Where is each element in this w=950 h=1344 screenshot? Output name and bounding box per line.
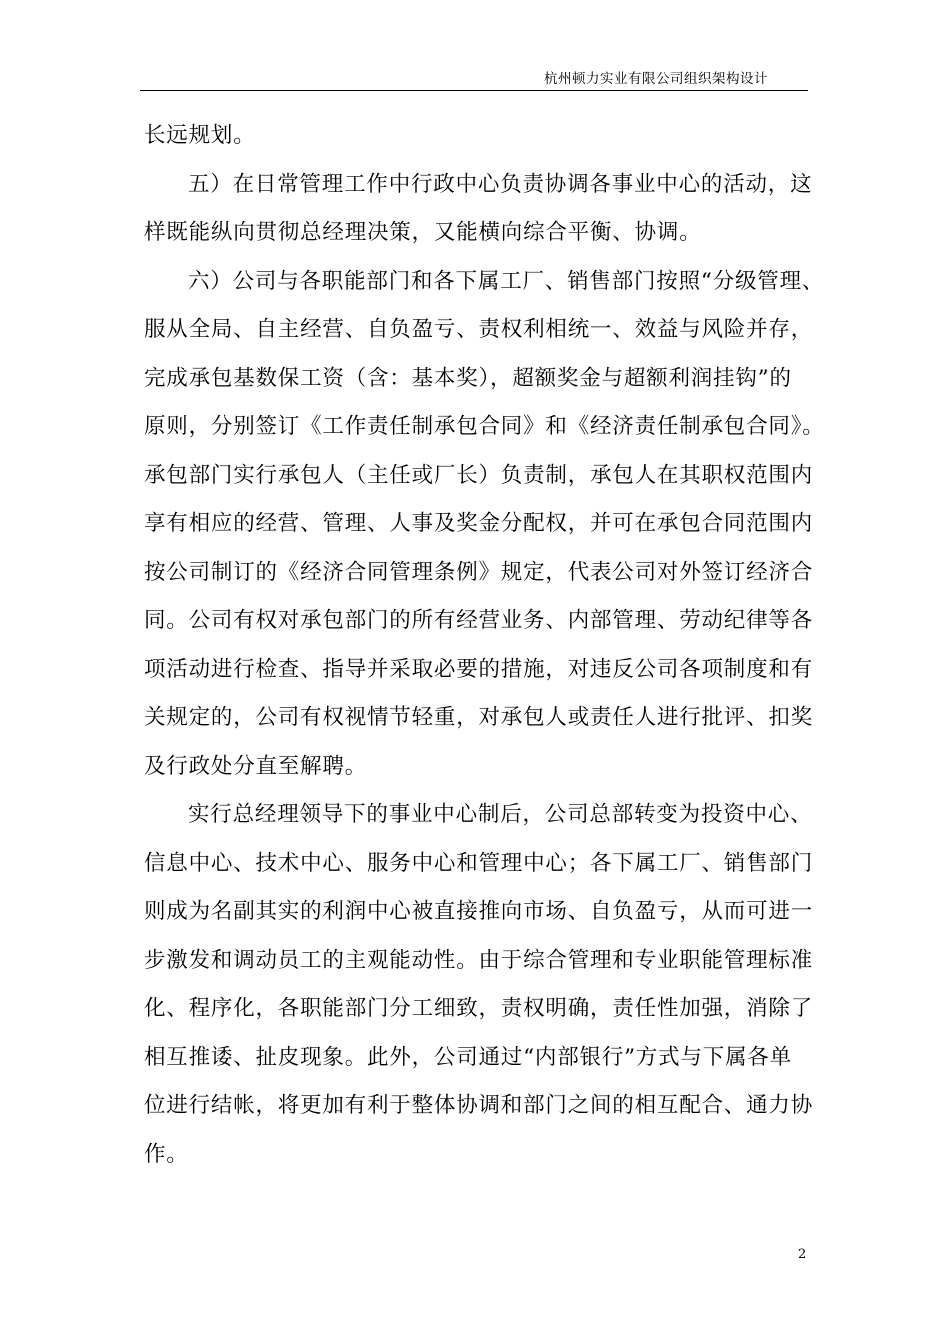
document-body: [144, 112, 825, 1179]
text-line: 实行总经理领导下的事业中心制后，公司总部转变为投资中心、: [188, 802, 813, 827]
text-line: 承包部门实行承包人（主任或厂长）负责制，承包人在其职权范围内: [144, 462, 814, 488]
text-line: 同。公司有权对承包部门的所有经营业务、内部管理、劳动纪律等各: [144, 608, 814, 633]
text-line: 样既能纵向贯彻总经理决策，又能横向综合平衡、协调。: [144, 220, 702, 245]
text-line: 步激发和调动员工的主观能动性。由于综合管理和专业职能管理标准: [144, 947, 814, 973]
text-line: 则成为名副其实的利润中心被直接推向市场、自负盈亏，从而可进一: [144, 899, 814, 924]
header-title: 杭州顿力实业有限公司组织架构设计: [544, 71, 768, 87]
text-line: 关规定的，公司有权视情节轻重，对承包人或责任人进行批评、扣奖: [144, 705, 814, 730]
text-line: 五）在日常管理工作中行政中心负责协调各事业中心的活动，这: [188, 171, 813, 197]
text-line: 六）公司与各职能部门和各下属工厂、销售部门按照“分级管理、: [188, 268, 825, 294]
text-line: 完成承包基数保工资（含：基本奖），超额奖金与超额利润挂钩”的: [144, 365, 792, 391]
text-line: 服从全局、自主经营、自负盈亏、责权利相统一、效益与风险并存，: [144, 317, 814, 342]
text-line: 化、程序化，各职能部门分工细致，责权明确，责任性加强，消除了: [144, 996, 814, 1021]
text-line: 享有相应的经营、管理、人事及奖金分配权，并可在承包合同范围内: [144, 511, 814, 536]
text-line: 按公司制订的《经济合同管理条例》规定，代表公司对外签订经济合: [144, 559, 814, 585]
page-header: [140, 70, 808, 91]
text-line: 及行政处分直至解聘。: [144, 753, 368, 779]
text-line: 位进行结帐，将更加有利于整体协调和部门之间的相互配合、通力协: [144, 1093, 814, 1118]
text-line: 作。: [144, 1141, 189, 1167]
text-line: 长远规划。: [144, 123, 256, 148]
text-line: 项活动进行检查、指导并采取必要的措施，对违反公司各项制度和有: [144, 656, 814, 682]
text-line: 原则，分别签订《工作责任制承包合同》和《经济责任制承包合同》。: [144, 414, 825, 439]
text-line: 信息中心、技术中心、服务中心和管理中心；各下属工厂、销售部门: [144, 850, 814, 876]
page-number: 2: [798, 1247, 807, 1262]
text-line: 相互推诿、扯皮现象。此外，公司通过“内部银行”方式与下属各单: [144, 1044, 792, 1070]
